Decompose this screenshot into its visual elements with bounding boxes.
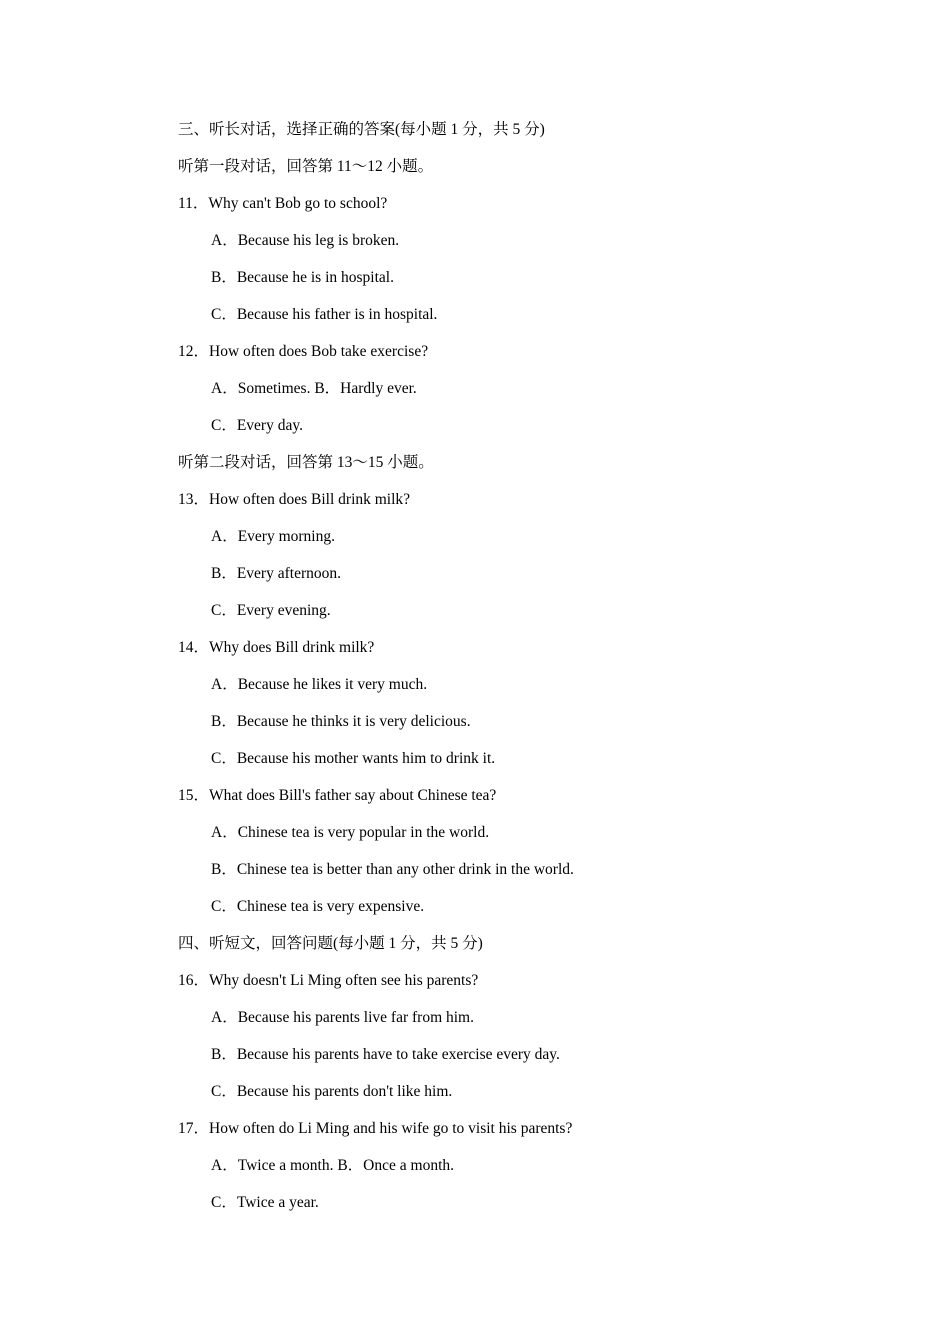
part-2-intro: 听第二段对话，回答第 13～15 小题。 [178, 454, 434, 471]
part-1-intro: 听第一段对话，回答第 11～12 小题。 [178, 158, 434, 175]
question-13-option-c: C．Every evening. [211, 602, 331, 619]
question-17-option-a: A．Twice a month. [211, 1157, 334, 1174]
question-14-option-c: C．Because his mother wants him to drink it. [211, 750, 496, 767]
question-12-option-c: C．Every day. [211, 417, 303, 434]
question-16-stem: 16．Why doesn't Li Ming often see his parents? [178, 972, 479, 989]
question-12-option-a: A．Sometimes. [211, 380, 311, 397]
question-14-stem: 14．Why does Bill drink milk? [178, 639, 375, 656]
question-16-option-c: C．Because his parents don't like him. [211, 1083, 453, 1100]
question-16-option-a: A．Because his parents live far from him. [211, 1009, 474, 1026]
section-4-heading: 四、听短文，回答问题(每小题 1 分，共 5 分) [178, 935, 483, 952]
question-15-option-a: A．Chinese tea is very popular in the world. [211, 824, 490, 841]
question-14-option-b: B．Because he thinks it is very delicious. [211, 713, 471, 730]
question-15-stem: 15．What does Bill's father say about Chinese tea? [178, 787, 497, 804]
question-12-options-row [178, 377, 878, 414]
question-13-option-b: B．Every afternoon. [211, 565, 341, 582]
question-16-option-b: B．Because his parents have to take exercise every day. [211, 1046, 560, 1063]
question-17-option-c: C．Twice a year. [211, 1194, 319, 1211]
question-11-option-a: A．Because his leg is broken. [211, 232, 400, 249]
question-17-option-b: B．Once a month. [337, 1157, 455, 1174]
question-11-option-b: B．Because he is in hospital. [211, 269, 394, 286]
question-15-option-c: C．Chinese tea is very expensive. [211, 898, 425, 915]
question-11-option-c: C．Because his father is in hospital. [211, 306, 438, 323]
document-page [178, 118, 878, 1228]
section-3-heading: 三、听长对话，选择正确的答案(每小题 1 分，共 5 分) [178, 121, 545, 138]
question-14-option-a: A．Because he likes it very much. [211, 676, 428, 693]
question-13-option-a: A．Every morning. [211, 528, 335, 545]
question-17-options-row [178, 1154, 878, 1191]
question-13-stem: 13．How often does Bill drink milk? [178, 491, 411, 508]
question-12-option-b: B．Hardly ever. [314, 380, 417, 397]
question-17-stem: 17．How often do Li Ming and his wife go to visit his parents? [178, 1120, 573, 1137]
question-12-stem: 12．How often does Bob take exercise? [178, 343, 429, 360]
question-15-option-b: B．Chinese tea is better than any other drink in the world. [211, 861, 574, 878]
question-11-stem: 11．Why can't Bob go to school? [178, 195, 388, 212]
